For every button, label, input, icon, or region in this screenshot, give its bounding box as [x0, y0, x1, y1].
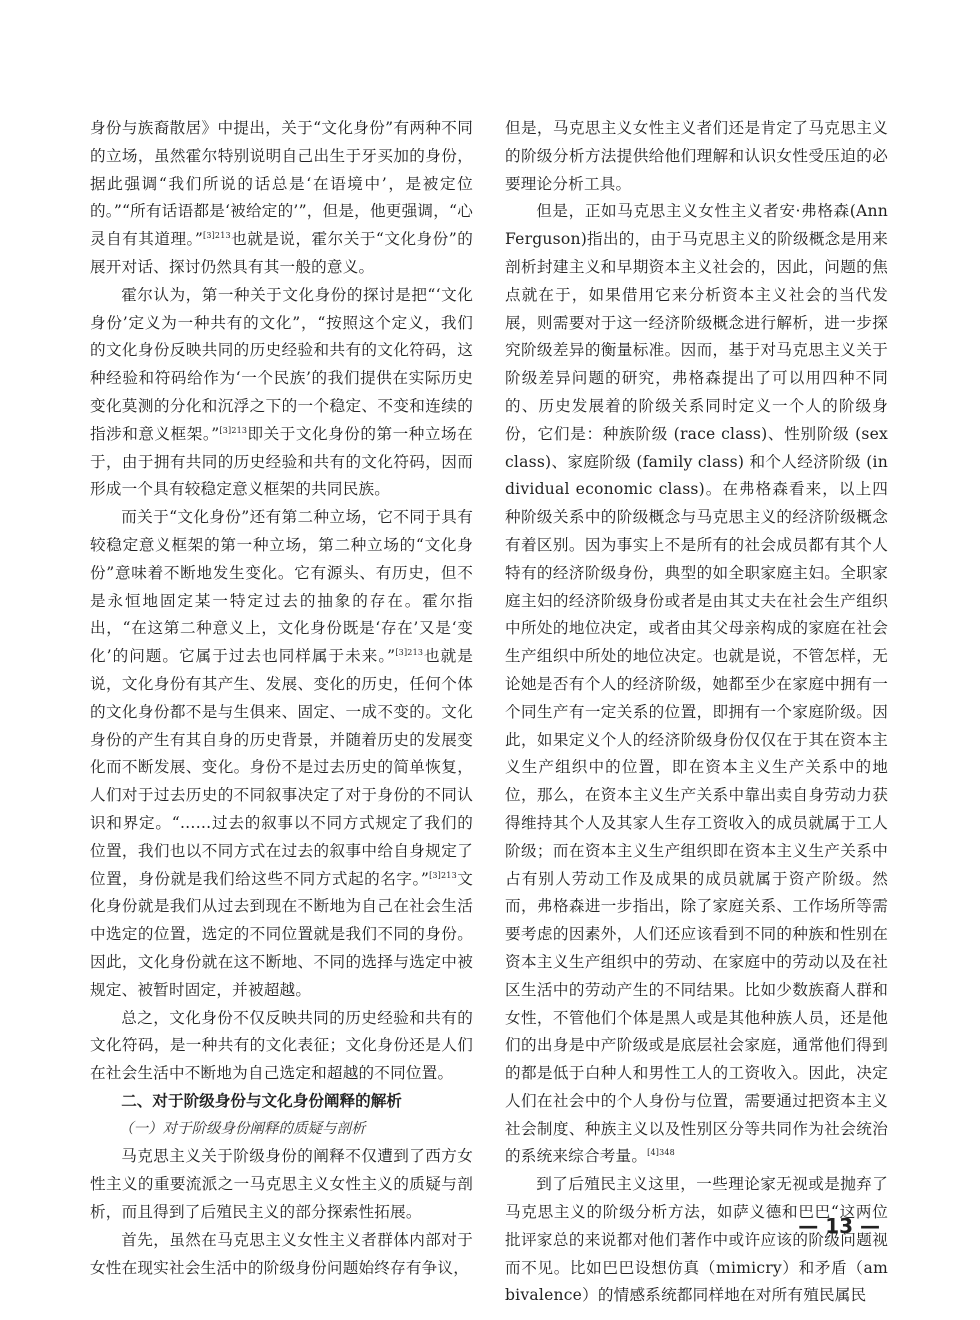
paragraph: 总之，文化身份不仅反映共同的历史经验和共有的文化符码，是一种共有的文化表征；文化身份还是人们在社会生活中不断地为自己选定和超越的不同位置。 — [90, 1008, 473, 1083]
paragraph-text: 而关于“文化身份”还有第二种立场，它不同于具有较稳定意义框架的第一种立场，第二种立场的“文化身份”意味着不断地发生变化。它有源头、有历史，但不是永恒地固定某一特定过去的抽象的存在。霍尔指出，“在这第二种意义上，文化身份既是‘存在’又是‘变化’的问题。它属于过去也同样属于未来。” — [90, 508, 473, 666]
paragraph-text: 也就是说，霍尔关于“文化身份”的展开对话、探讨仍然具有其一般的意义。 — [90, 230, 473, 276]
right-column — [505, 115, 888, 1310]
paragraph — [90, 282, 473, 504]
paragraph — [90, 115, 473, 282]
paragraph-text: 身份与族裔散居》中提出，关于“文化身份”有两种不同的立场，虽然霍尔特别说明自己出生于牙买加的身份，据此强调“我们所说的话总是‘在语境中’，是被定位的。”“所有话语都是‘被给定的’”，但是，他更强调，“心灵自有其道理。” — [90, 119, 473, 249]
section-heading: 二、对于阶级身份与文化身份阐释的解析 — [121, 1091, 402, 1110]
page-number: — 13 — — [798, 1214, 880, 1238]
paragraph-text: 也就是说，文化身份有其产生、发展、变化的历史，任何个体的文化身份都不是与生俱来、固定、一成不变的。文化身份的产生有其自身的历史背景，并随着历史的发展变化而不断发展、变化。身份不是过去历史的简单恢复，人们对于过去历史的不同叙事决定了对于身份的不同认识和界定。“……过去的叙事以不同方式规定了我们的位置，我们也以不同方式在过去的叙事中给自身规定了位置，身份就是我们给这些不同方式起的名字。” — [90, 647, 473, 888]
paragraph: 首先，虽然在马克思主义女性主义者群体内部对于女性在现实社会生活中的阶级身份问题始终存有争议， — [90, 1230, 473, 1277]
paragraph: 马克思主义关于阶级身份的阐释不仅遭到了西方女性主义的重要流派之一马克思主义女性主义的质疑与剖析，而且得到了后殖民主义的部分探索性拓展。 — [90, 1147, 473, 1222]
citation: [4]348 — [647, 1148, 675, 1158]
subsection-heading: （一）对于阶级身份阐释的质疑与剖析 — [119, 1120, 366, 1137]
paragraph — [505, 198, 888, 1171]
paragraph-text: 文化身份就是我们从过去到现在不断地为自己在社会生活中选定的位置，选定的不同位置就是我们不同的身份。因此，文化身份就在这不断地、不同的选择与选定中被规定、被暂时固定，并被超越。 — [90, 869, 474, 999]
paragraph: 但是，马克思主义女性主义者们还是肯定了马克思主义的阶级分析方法提供给他们理解和认识女性受压迫的必要理论分析工具。 — [505, 119, 888, 193]
paragraph — [90, 504, 473, 1004]
citation: [3]213 — [219, 425, 248, 435]
citation: [3]213 — [429, 870, 457, 880]
left-column — [90, 115, 473, 1282]
citation: [3]213 — [395, 647, 424, 657]
paragraph-text: 霍尔认为，第一种关于文化身份的探讨是把“‘文化身份’定义为一种共有的文化”，“按照这个定义，我们的文化身份反映共同的历史经验和共有的文化符码，这种经验和符码给作为‘一个民族’的我们提供在实际历史变化莫测的分化和沉浮之下的一个稳定、不变和连续的指涉和意义框架。” — [90, 285, 473, 443]
paragraph: 到了后殖民主义这里，一些理论家无视或是抛弃了马克思主义的阶级分析方法，如萨义德和巴巴“这两位批评家总的来说都对他们著作中或许应该的阶级问题视而不见。比如巴巴设想仿真（mimicry）和矛盾（ambivalence）的情感系统都同样地在对所有殖民属民 — [505, 1175, 888, 1305]
citation: [3]213 — [203, 231, 231, 240]
paragraph-text: 即关于文化身份的第一种立场在于，由于拥有共同的历史经验和共有的文化符码，因而形成一个具有较稳定意义框架的共同民族。 — [90, 424, 473, 499]
paragraph-text: 但是，正如马克思主义女性主义者安·弗格森(Ann Ferguson)指出的，由于马克思主义的阶级概念是用来剖析封建主义和早期资本主义社会的，因此，问题的焦点就在于，如果借用它来分析资本主义社会的当代发展，则需要对于这一经济阶级概念进行解析，进一步探究阶级差异的衡量标准。因而，基于对马克思主义关于阶级差异问题的研究，弗格森提出了可以用四种不同的、历史发展着的阶级关系同时定义一个人的阶级身份，它们是：种族阶级 (race class)、性别阶级 (sex class)、家庭阶级 (family class) 和个人经济阶级 (individual economic class)。在弗格森看来，以上四种阶级关系中的阶级概念与马克思主义的经济阶级概念有着区别。因为事实上不是所有的社会成员都有其个人特有的经济阶级身份，典型的如全职家庭主妇。全职家庭主妇的经济阶级身份或者是由其丈夫在社会生产组织中所处的地位决定，或者由其父母亲构成的家庭在社会生产组织中所处的地位决定。也就是说，不管怎样，无论她是否有个人的经济阶级，她都至少在家庭中拥有一个同生产有一定关系的位置，即拥有一个家庭阶级。因此，如果定义个人的经济阶级身份仅仅在于其在资本主义生产组织中的位置，即在资本主义生产关系中的地位，那么，在资本主义生产关系中靠出卖自身劳动力获得维持其个人及其家人生存工资收入的成员就属于工人阶级；而在资本主义生产组织即在资本主义生产关系中占有别人劳动工作及成果的成员就属于资产阶级。然而，弗格森进一步指出，除了家庭关系、工作场所等需要考虑的因素外，人们还应该看到不同的种族和性别在资本主义生产组织中的劳动、在家庭中的劳动以及在社区生活中的劳动产生的不同结果。比如少数族裔人群和女性，不管他们个体是黑人或是其他种族人员，还是他们的出身是中产阶级或是底层社会家庭，通常他们得到的都是低于白种人和男性工人的工资收入。因此，决定人们在社会中的个人身份与位置，需要通过把资本主义社会制度、种族主义以及性别区分等共同作为社会统治的系统来综合考量。 — [505, 202, 888, 1166]
